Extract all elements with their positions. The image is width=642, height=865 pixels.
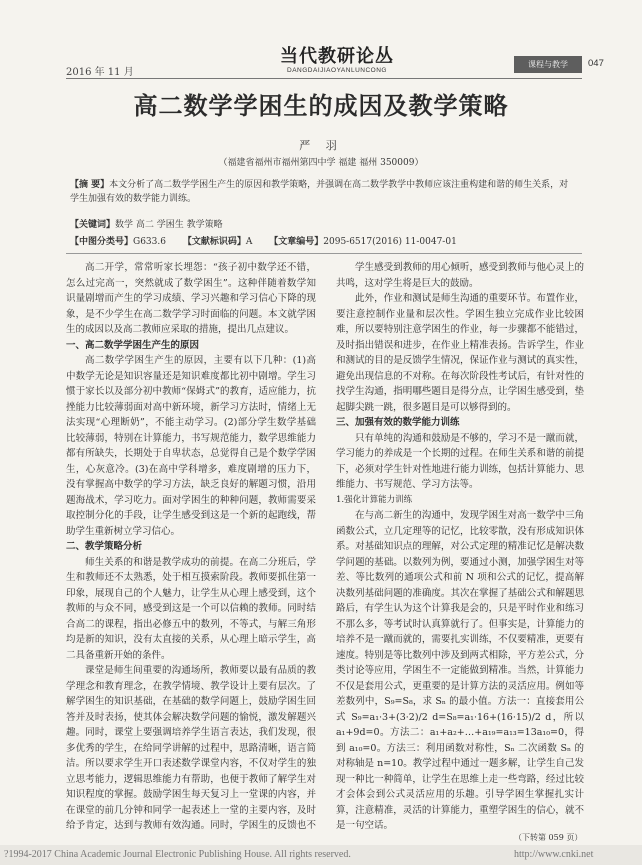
left-column [66, 260, 316, 830]
copyright-notice: ?1994-2017 China Academic Journal Electronic Publishing House. All rights reserved. [4, 849, 351, 860]
section-heading: 三、加强有效的数学能力训练 [336, 417, 460, 428]
article-number-value: 2095-6517(2016) 11-0047-01 [323, 237, 457, 247]
abstract-text: 本文分析了高二数学学困生产生的原因和教学策略，并强调在高二数学教学中教师应该注重构建和谐的师生关系，对学生加强有效的数学能力训练。 [70, 180, 569, 204]
continuation-note: （下转第 059 页） [514, 833, 583, 842]
section-heading: 一、高二数学学困生产生的原因 [66, 339, 200, 351]
article-title: 高二数学学困生的成因及教学策略 [133, 92, 509, 120]
body-paragraph: 高二开学，常常听家长埋怨：“孩子初中数学还不错，怎么过完高一，突然就成了数学困生”。这种伴随着数学知识量剧增而产生的学习成绩、学习兴趣和学习信心下降的现象，是不少学生在高二数学学习时面临的问题。本文就学困生的成因以及高二教师应采取的措施，提出几点建议。 [66, 262, 316, 335]
body-paragraph: 此外，作业和测试是师生沟通的重要环节。布置作业，要注意控制作业量和层次性。学困生独立完成作业比较困难，所以要特别注意学困生的作业，每一步骤都不能错过，及时指出错误和进步，在作业上精准表扬。告诉学生，作业和测试的目的是反馈学生情况，保证作业与测试的真实性，避免出现信息的不对称。在每次阶段性考试后，有针对性的找学生沟通，指明哪些题目是得分点，让学困生感受到，垫起脚尖跳一跳，很多题目是可以够得到的。 [336, 293, 584, 413]
clc-label: 【中图分类号】 [70, 237, 134, 247]
body-divider [66, 253, 582, 254]
journal-pinyin: DANGDAIJIAOYANLUNCONG [287, 67, 387, 74]
keywords-text: 数学 高二 学困生 教学策略 [115, 220, 223, 230]
article-author: 严 羽 [299, 139, 343, 152]
issue-date: 2016 年 11 月 [66, 67, 134, 78]
abstract [70, 178, 575, 206]
classification-line [70, 234, 575, 247]
body-paragraph: 师生关系的和谐是教学成功的前提。在高二分班后，学生和教师还不太熟悉，处于相互摸索阶段。教师要抓住第一印象，展现自己的个人魅力，让学生从心理上感受到，这个教师的与众不同，感受到这是一个可以信赖的教师。同时结合高二的课程，指出必修五中的数列，不等式，与解三角形均是新的知识，没有太直接的关系，从心理上暗示学生，高二具备重新开始的条件。 [66, 556, 316, 661]
header-divider [66, 78, 582, 79]
author-affiliation: （福建省福州市福州第四中学 福建 福州 350009） [218, 158, 424, 168]
body-paragraph: 课堂是师生间重要的沟通场所，教师要以最有品质的教学理念和教育理念，在教学情境、教学设计上要有层次。了解学困生的知识基础，在基础的数学问题上，鼓励学困生回答并及时表扬，使其体会解决数学问题的愉悦，激发解题兴趣。同时，课堂上要强调培养学生语言表达，我们发现，很多优秀的学生，在给同学讲解的过程中，思路清晰，语言简洁。所以要求学生开口表述数学课堂内容，不仅对学生的独立思考能力，逻辑思维能力有帮助，也便于教师了解学生对知识程度的掌握。鼓励学困生每天复习上一堂课的内容，并在课堂的前几分钟和同学一起表述上一堂的主要内容，及时给予肯定，达到与教师有效沟通。同时，学困生的反馈也不 [66, 665, 316, 830]
abstract-label: 【摘 要】 [70, 180, 110, 190]
body-paragraph: 高二数学学困生产生的原因，主要有以下几种：(1)高中数学无论是知识容量还是知识难度都比初中剧增。学生习惯于家长以及部分初中教师“保姆式”的教育，适应能力，抗挫能力比较薄弱面对高中新环境，新学习方法时，情绪上无法实现“心理断奶”，不能主动学习。(2)部分学生数学基础比较薄弱，特别在计算能力，书写规范能力，数学思维能力都有所缺失，长期处于自卑状态，总觉得自己是个数学学困生，心灰意冷。(3)在高中学科增多，难度剧增的压力下，没有掌握高中数学的学习方法，缺乏良好的解题习惯，沿用题海战术，学习吃力。面对学困生的种种问题，教师需要采取控制分化的手段，让学生感受到这是一个新的起跑线，帮助学生重新树立学习信心。 [66, 355, 316, 537]
keywords-label: 【关键词】 [70, 220, 116, 230]
body-paragraph: 学生感受到教师的用心倾听，感受到教师与他心灵上的共鸣，这对学生将是巨大的鼓励。 [336, 262, 584, 289]
section-heading: 二、教学策略分析 [66, 541, 143, 552]
clc-value: G633.6 [133, 237, 166, 247]
keywords [70, 217, 575, 230]
journal-logo [262, 42, 412, 74]
body-paragraph: 只有单纯的沟通和鼓励是不够的，学习不是一蹴而就，学习能力的养成是一个长期的过程。在师生关系和谐的前提下，必须对学生针对性地进行能力训练，包括计算能力、思维能力、书写规范、学习方法等。 [336, 432, 584, 490]
section-tag: 课程与教学 [514, 56, 582, 73]
doc-code-value: A [245, 237, 253, 247]
article-number-label: 【文章编号】 [269, 237, 324, 247]
subsection-heading: 1.强化计算能力训练 [336, 494, 413, 505]
journal-name: 当代教研论丛 [280, 46, 394, 67]
right-column [336, 260, 584, 830]
page-number: 047 [588, 58, 604, 69]
body-paragraph: 在与高二新生的沟通中，发现学困生对高一数学中三角函数公式，立几定理等的记忆，比较零散，没有形成知识体系。对基础知识点的理解，对公式定理的精准记忆是解决数学问题的基础。以数列为例，要通过小测，加强学困生对等差、等比数列的通项公式和前 N 项和公式的记忆，提高解决数列基础问题的准确度。其次在掌握了基础公式和解题思路后，有学生认为这个计算我是会的，只是平时作业和练习不那么多，等考试时认真算就行了。但事实是，计算能力的培养不是一蹴而就的，需要扎实训练，不仅要精准，更要有速度。特别是等比数列中涉及到两式相除，平方差公式，分类讨论等应用，学困生不一定能做到精准。当然，计算能力不仅是套用公式，更重要的是计算方法的灵活应用。例如等差数列中，S₉=S₈，求 Sₙ 的最小值。方法一：直接套用公式 S₉=a₁·3+(3·2)/2 d=S₈=a₁·16+(16·15)/2 d，所以 a₁+9d=0。方法二：a₁+a₂+…+a₁₉=a₁₃=13a₁₀=0，得到 a₁₀=0。方法三：利用函数对称性，Sₙ 二次函数 Sₙ 的对称轴是 n=10。教学过程中通过一题多解，让学生自己发现一种比一种简单，让学生在思维上走一些弯路，经过比较才会体会到公式灵活应用的乐趣。引导学困生掌握扎实计算，注意精准，灵活的计算能力，重塑学困生的信心，就不是一句空话。 [336, 510, 584, 830]
doc-code-label: 【文献标识码】 [182, 237, 246, 247]
site-link[interactable]: http://www.cnki.net [514, 849, 594, 860]
